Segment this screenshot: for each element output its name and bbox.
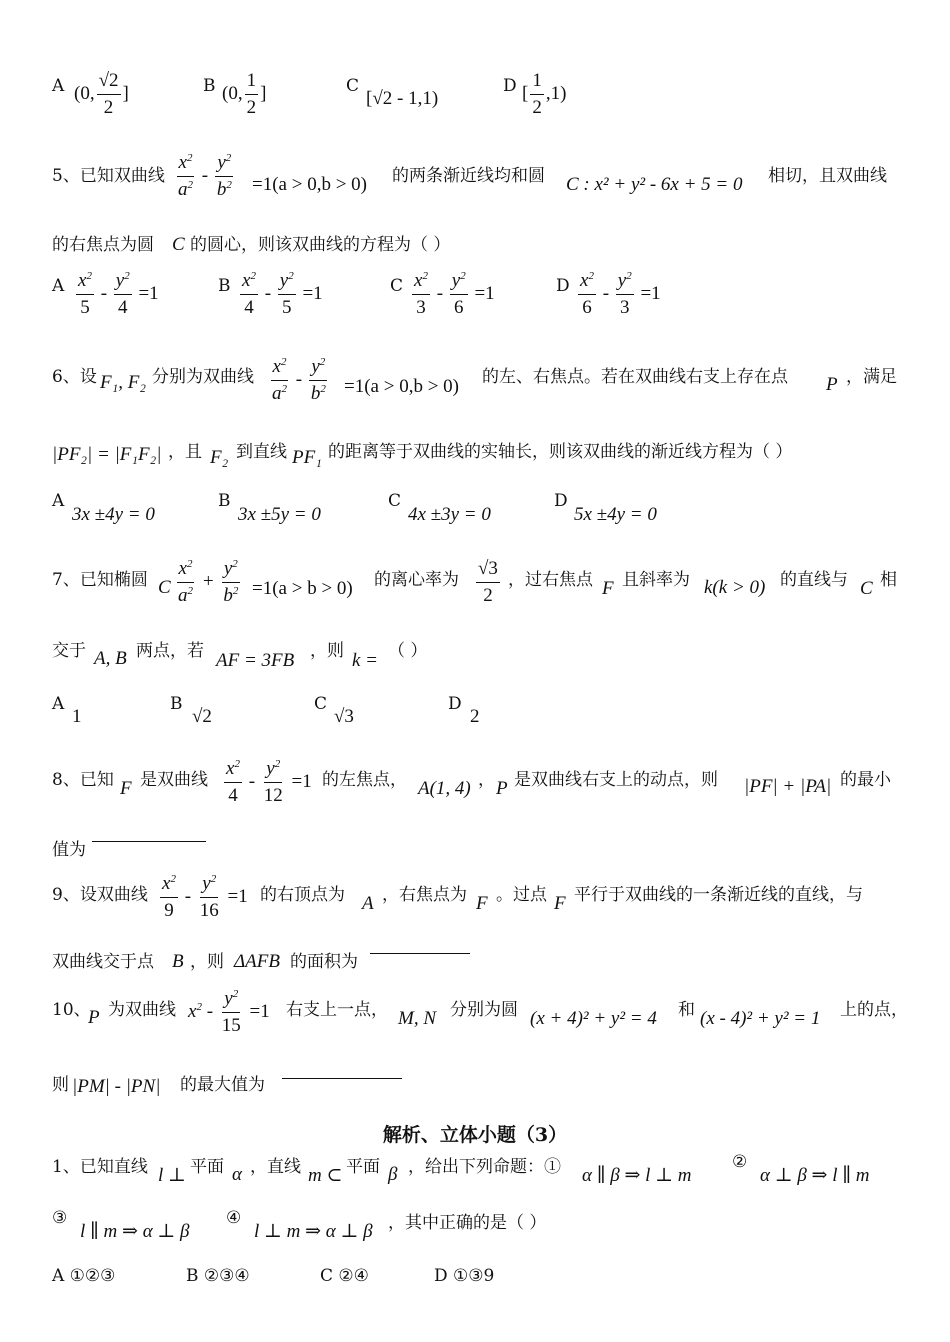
- q8-text2: 的左焦点，: [322, 770, 407, 790]
- q6-hyperbola: $\frac{x^2}{a^2}$ - $\frac{y^2}{b^2}$: [272, 356, 326, 404]
- q6-text5: 到直线: [236, 442, 287, 462]
- q7-ellipse-c: C: [158, 577, 171, 598]
- q5-option-b-label: B: [218, 276, 231, 296]
- q7-text1: 的离心率为: [374, 570, 459, 590]
- q6-option-a: 3x ±4y = 0: [72, 504, 155, 525]
- q10-text2: 右支上一点，: [286, 1000, 388, 1020]
- q4-option-a: (0, $\frac{√2}{2}$ ]: [74, 70, 129, 118]
- q8-hyperbola: $\frac{x^2}{4}$ - $\frac{y^2}{12}$ =1: [226, 758, 312, 806]
- q7-f: F: [602, 578, 614, 599]
- s1-text3: 平面: [346, 1157, 380, 1177]
- q5-line2-a: 的右焦点为圆: [52, 235, 154, 255]
- q5-option-d: $\frac{x^2}{6}$ - $\frac{y^2}{3}$ =1: [580, 270, 661, 318]
- q7-line2c: ，则: [310, 641, 344, 661]
- q10-text1: 为双曲线: [108, 1000, 176, 1020]
- q8-text1: 是双曲线: [140, 770, 208, 790]
- q8-expr: |PF| + |PA|: [744, 776, 832, 797]
- q8-answer-blank[interactable]: [92, 835, 206, 842]
- q10-p: P: [88, 1007, 100, 1028]
- q7-line2d: （ ）: [388, 641, 428, 661]
- s1-circled4: ④: [226, 1208, 242, 1228]
- s1-beta: β: [388, 1164, 398, 1185]
- q6-text4: ，且: [168, 442, 202, 462]
- q10-text3: 分别为圆: [450, 1000, 518, 1020]
- q6-option-b-label: B: [218, 491, 231, 511]
- s1-alpha: α: [232, 1164, 242, 1185]
- q8-f: F: [120, 778, 132, 799]
- q4-option-d: [ $\frac{1}{2}$ ,1): [522, 70, 567, 118]
- q6-option-d-label: D: [554, 491, 568, 511]
- q8-p: P: [496, 778, 508, 799]
- q9-answer-blank[interactable]: [370, 947, 470, 954]
- q7-eccentricity: $\frac{√3}{2}$: [478, 558, 498, 606]
- q6-point-p: P: [826, 374, 838, 395]
- s1-option-b: B ②③④: [186, 1266, 250, 1286]
- q7-option-b: √2: [192, 706, 212, 727]
- q10-text5: 上的点，: [840, 1000, 908, 1020]
- q10-answer-blank[interactable]: [282, 1072, 402, 1079]
- q9-line2a: 双曲线交于点: [52, 952, 154, 972]
- q7-line2a: 交于: [52, 641, 86, 661]
- q9-line2b: ，则: [190, 952, 224, 972]
- q9-text2: ，右焦点为: [382, 885, 467, 905]
- q5-text-tail: 相切，且双曲线: [768, 166, 887, 186]
- q6-number: 6、设: [52, 367, 97, 387]
- q5-option-c-label: C: [390, 276, 404, 296]
- q8-line2: 值为: [52, 840, 86, 860]
- q4-option-c: [√2 - 1,1): [366, 88, 439, 109]
- q9-triangle: ΔAFB: [234, 951, 280, 972]
- q8-point-a: A(1, 4): [418, 778, 471, 799]
- q7-ellipse: $\frac{x^2}{a^2}$ + $\frac{y^2}{b^2}$: [178, 558, 239, 606]
- q7-text5: 相: [880, 570, 897, 590]
- q8-text4: 是双曲线右支上的动点，则: [514, 770, 718, 790]
- q4-option-b-label: B: [203, 76, 216, 96]
- q7-option-b-label: B: [170, 694, 183, 714]
- q5-option-d-label: D: [556, 276, 570, 296]
- q7-vector: AF = 3FB: [216, 650, 295, 671]
- s1-circled2: ②: [732, 1152, 748, 1172]
- q7-text4: 的直线与: [780, 570, 848, 590]
- s1-option-c: C ②④: [320, 1266, 369, 1286]
- q9-line2c: 的面积为: [290, 952, 358, 972]
- q5-text-mid: 的两条渐近线均和圆: [392, 166, 545, 186]
- q5-condition: =1(a > 0,b > 0): [252, 174, 367, 195]
- s1-prop3: l ∥ m ⇒ α ⊥ β: [80, 1221, 190, 1242]
- q7-option-d-label: D: [448, 694, 462, 714]
- s1-prop2: α ⊥ β ⇒ l ∥ m: [760, 1165, 870, 1186]
- q5-line2-b: 的圆心，则该双曲线的方程为（ ）: [190, 235, 451, 255]
- q5-option-a: $\frac{x^2}{5}$ - $\frac{y^2}{4}$ =1: [78, 270, 159, 318]
- q4-option-d-label: D: [503, 76, 517, 96]
- q5-option-a-label: A: [52, 276, 65, 296]
- q8-number: 8、已知: [52, 770, 114, 790]
- q5-circle: C : x² + y² - 6x + 5 = 0: [566, 174, 743, 195]
- q6-option-d: 5x ±4y = 0: [574, 504, 657, 525]
- q6-equation: |PF₂| = |F₁F₂|: [52, 444, 162, 465]
- q7-option-a-label: A: [52, 694, 65, 714]
- q6-option-b: 3x ±5y = 0: [238, 504, 321, 525]
- q7-line2b: 两点，若: [136, 641, 204, 661]
- q6-pf1: PF₁: [292, 447, 322, 468]
- q10-expr: |PM| - |PN|: [72, 1076, 161, 1097]
- q10-mn: M, N: [398, 1008, 436, 1029]
- s1-prop4: l ⊥ m ⇒ α ⊥ β: [254, 1221, 373, 1242]
- q7-k: k(k > 0): [704, 577, 766, 598]
- q6-f2: F₂: [210, 447, 229, 468]
- q9-a: A: [362, 893, 374, 914]
- s1-number: 1、已知直线: [52, 1157, 148, 1177]
- q10-hyperbola: $x^2$ - $\frac{y^2}{15}$ =1: [188, 988, 270, 1036]
- q7-c2: C: [860, 578, 873, 599]
- q4-option-b: (0, $\frac{1}{2}$ ]: [222, 70, 267, 118]
- q6-option-c: 4x ±3y = 0: [408, 504, 491, 525]
- q10-line2b: 的最大值为: [180, 1075, 265, 1095]
- q6-condition: =1(a > 0,b > 0): [344, 376, 459, 397]
- q10-text4: 和: [678, 1000, 695, 1020]
- q7-option-a: 1: [72, 706, 82, 727]
- q5-line2-c: C: [172, 234, 185, 255]
- q9-number: 9、设双曲线: [52, 885, 148, 905]
- q7-condition: =1(a > b > 0): [252, 578, 353, 599]
- s1-text5: ，其中正确的是（ ）: [388, 1213, 547, 1233]
- s1-circled3: ③: [52, 1208, 68, 1228]
- q9-text1: 的右顶点为: [260, 885, 345, 905]
- s1-text2: ，直线: [250, 1157, 301, 1177]
- s1-text4: ，给出下列命题：①: [408, 1157, 561, 1177]
- s1-text1: 平面: [190, 1157, 224, 1177]
- q5-hyperbola: $\frac{x^2}{a^2}$ - $\frac{y^2}{b^2}$: [178, 152, 232, 200]
- q9-f2: F: [554, 893, 566, 914]
- q9-b: B: [172, 951, 184, 972]
- s1-m-sub: m ⊂: [308, 1165, 343, 1186]
- q9-text4: 平行于双曲线的一条渐近线的直线，与: [574, 885, 863, 905]
- s1-l-perp: l ⊥: [158, 1165, 186, 1186]
- q7-option-c: √3: [334, 706, 354, 727]
- s1-option-d: D ①③9: [434, 1266, 495, 1286]
- q6-text3: ，满足: [846, 367, 897, 387]
- q7-text3: 且斜率为: [622, 570, 690, 590]
- section-title: 解析、立体小题（3）: [382, 1124, 568, 1146]
- q4-option-c-label: C: [346, 76, 360, 96]
- q4-option-a-label: A: [52, 76, 65, 96]
- q9-f: F: [476, 893, 488, 914]
- q6-text2: 的左、右焦点。若在双曲线右支上存在点: [482, 367, 788, 387]
- q6-text1: 分别为双曲线: [152, 367, 254, 387]
- q7-k-eq: k =: [352, 650, 379, 671]
- q9-text3: 。过点: [496, 885, 547, 905]
- q10-circle2: (x - 4)² + y² = 1: [700, 1008, 821, 1029]
- q7-ab: A, B: [94, 648, 127, 669]
- q8-text5: 的最小: [840, 770, 891, 790]
- q6-text6: 的距离等于双曲线的实轴长，则该双曲线的渐近线方程为（ ）: [328, 442, 793, 462]
- q7-text2: ，过右焦点: [508, 570, 593, 590]
- q6-option-c-label: C: [388, 491, 402, 511]
- q7-option-d: 2: [470, 706, 480, 727]
- q7-option-c-label: C: [314, 694, 328, 714]
- q10-circle1: (x + 4)² + y² = 4: [530, 1008, 657, 1029]
- q10-number: 10、: [52, 1000, 91, 1020]
- q9-hyperbola: $\frac{x^2}{9}$ - $\frac{y^2}{16}$ =1: [162, 873, 248, 921]
- q10-line2a: 则: [52, 1075, 69, 1095]
- q5-option-c: $\frac{x^2}{3}$ - $\frac{y^2}{6}$ =1: [414, 270, 495, 318]
- q8-text3: ，: [478, 770, 495, 790]
- s1-prop1: α ∥ β ⇒ l ⊥ m: [582, 1165, 692, 1186]
- s1-option-a: A ①②③: [52, 1266, 116, 1286]
- q5-option-b: $\frac{x^2}{4}$ - $\frac{y^2}{5}$ =1: [242, 270, 323, 318]
- q7-number: 7、已知椭圆: [52, 570, 148, 590]
- q6-foci: F₁, F₂: [100, 372, 146, 393]
- q6-option-a-label: A: [52, 491, 65, 511]
- q5-number: 5、已知双曲线: [52, 166, 165, 186]
